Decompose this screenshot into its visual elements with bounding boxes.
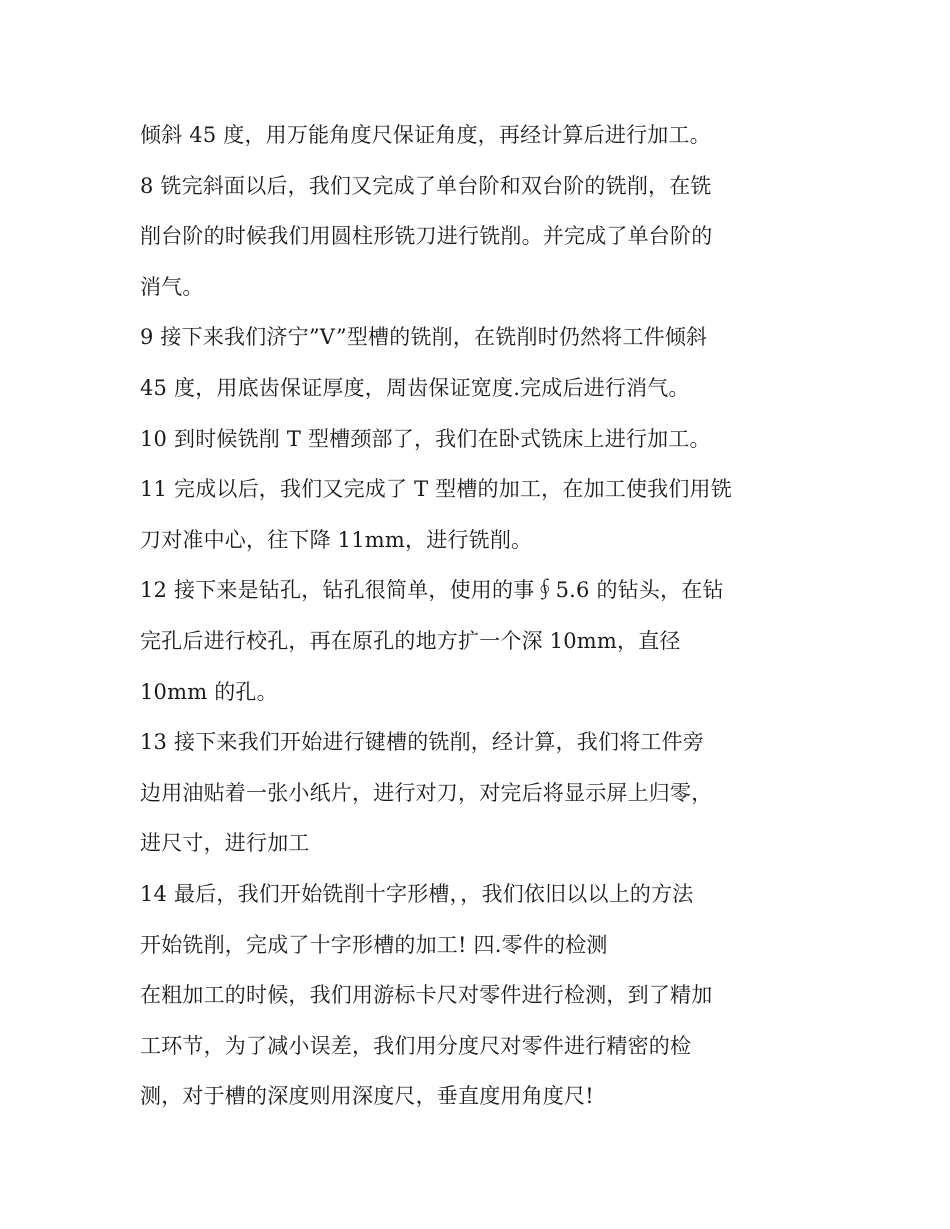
document-body bbox=[140, 110, 820, 1122]
text-line: 10 到时候铣削 T 型槽颈部了，我们在卧式铣床上进行加工。 bbox=[140, 426, 711, 451]
text-line: 开始铣削，完成了十字形槽的加工! 四.零件的检测 bbox=[140, 932, 608, 957]
text-line: 削台阶的时候我们用圆柱形铣刀进行铣削。并完成了单台阶的 bbox=[140, 224, 713, 249]
text-line: 测，对于槽的深度则用深度尺，垂直度用角度尺! bbox=[140, 1084, 594, 1109]
text-line: 8 铣完斜面以后，我们又完成了单台阶和双台阶的铣削，在铣 bbox=[140, 173, 712, 198]
text-line: 12 接下来是钻孔，钻孔很简单，使用的事∮5.6 的钻头，在钻 bbox=[140, 578, 724, 603]
text-line: 11 完成以后，我们又完成了 T 型槽的加工，在加工使我们用铣 bbox=[140, 477, 732, 502]
text-line: 刀对准中心，往下降 11mm，进行铣削。 bbox=[140, 527, 533, 552]
text-line: 在粗加工的时候，我们用游标卡尺对零件进行检测，到了精加 bbox=[140, 983, 713, 1008]
text-line: 完孔后进行校孔，再在原孔的地方扩一个深 10mm，直径 bbox=[140, 628, 681, 653]
text-line: 消气。 bbox=[140, 274, 204, 299]
text-line: 13 接下来我们开始进行键槽的铣削，经计算，我们将工件旁 bbox=[140, 730, 704, 755]
text-line: 45 度，用底齿保证厚度，周齿保证宽度.完成后进行消气。 bbox=[140, 375, 690, 400]
text-line: 边用油贴着一张小纸片，进行对刀，对完后将显示屏上归零， bbox=[140, 780, 713, 805]
text-line: 10mm 的孔。 bbox=[140, 679, 278, 704]
text-line: 9 接下来我们济宁”V”型槽的铣削，在铣削时仍然将工件倾斜 bbox=[140, 325, 708, 350]
text-line: 14 最后，我们开始铣削十字形槽，，我们依旧以以上的方法 bbox=[140, 881, 694, 906]
text-line: 倾斜 45 度，用万能角度尺保证角度，再经计算后进行加工。 bbox=[140, 123, 711, 147]
text-line: 工环节，为了减小误差，我们用分度尺对零件进行精密的检 bbox=[140, 1033, 692, 1058]
text-line: 进尺寸，进行加工 bbox=[140, 831, 310, 856]
